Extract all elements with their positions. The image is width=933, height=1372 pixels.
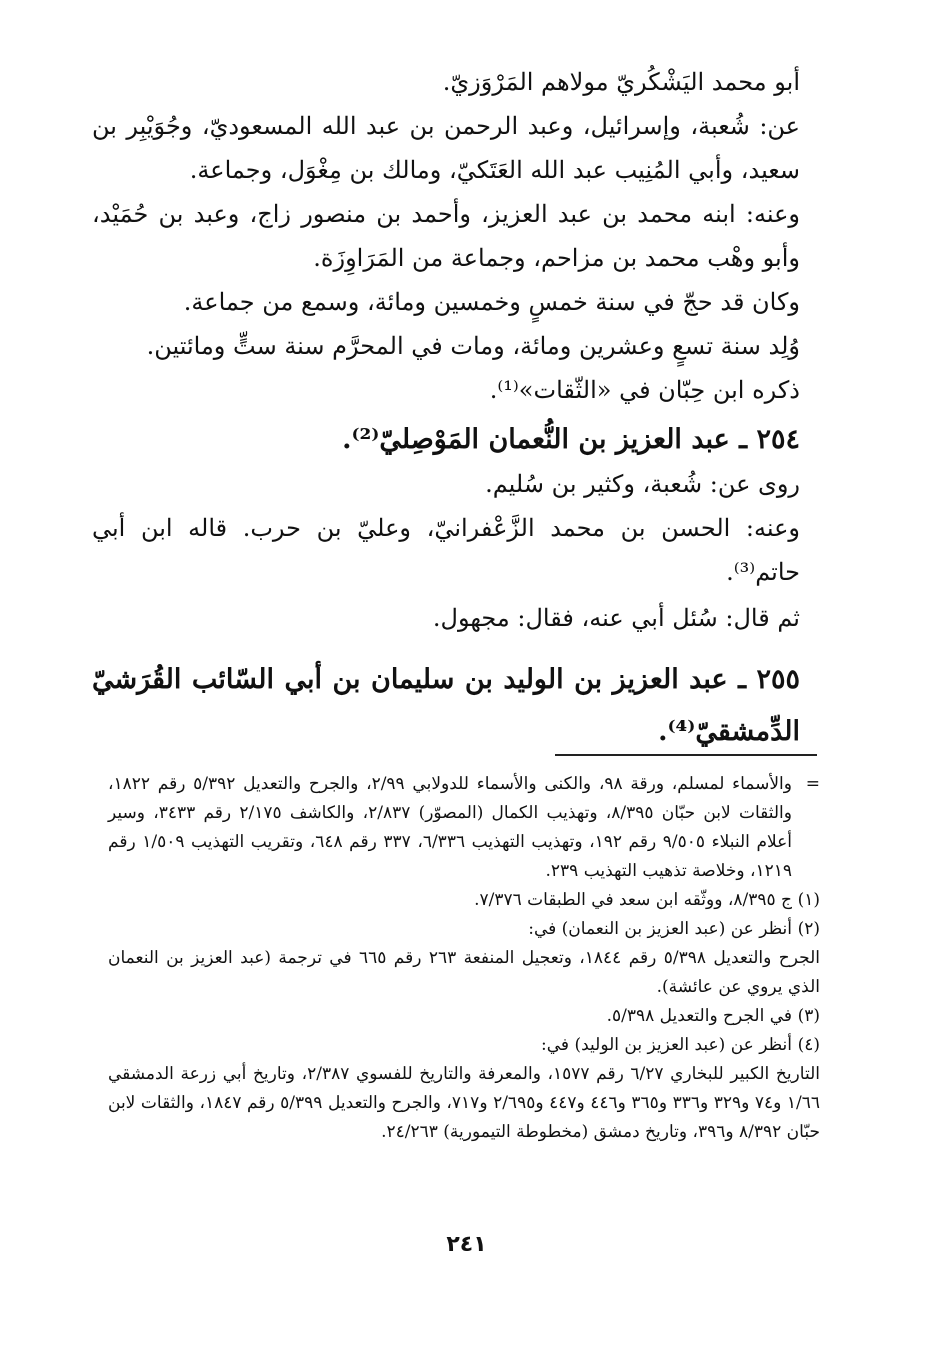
footnote-2-text: أنظر عن (عبد العزيز بن النعمان) في: (528, 919, 792, 939)
continuation-marker: = (805, 774, 820, 794)
footnote-1-text: ج ٨/٣٩٥، ووثّقه ابن سعد في الطبقات ٧/٣٧٦. (474, 890, 792, 910)
entry-254-students: وعنه: الحسن بن محمد الزَّعْفرانيّ، وعليّ بن حرب. قاله ابن أبي حاتم⁽³⁾. (92, 514, 800, 586)
footnote-2-sources: الجرح والتعديل ٥/٣٩٨ رقم ١٨٤٤، وتعجيل المنفعة ٢٦٣ رقم ٦٦٥ في ترجمة (عبد العزيز بن النعمان الذي يروي عن عائشة). (108, 948, 820, 997)
birth-death-paragraph: وُلِد سنة تسعٍ وعشرين ومائة، ومات في المحرَّم سنة ستٍّ ومائتين. (146, 332, 800, 360)
footnote-1 (108, 886, 820, 915)
main-text (92, 60, 832, 758)
footnote-3-text: في الجرح والتعديل ٥/٣٩٨. (606, 1006, 792, 1026)
footnote-3 (108, 1002, 820, 1031)
footnote-3-marker: (٣) (797, 1006, 820, 1026)
teachers-paragraph: عن: شُعبة، وإسرائيل، وعبد الرحمن بن عبد الله المسعوديّ، وجُوَيْبِر بن سعيد، وأبي المُنِيب عبد الله العَتَكيّ، ومالك بن مِغْوَل، وجماعة. (92, 112, 800, 184)
footnote-2 (108, 915, 820, 944)
entry-255-title: ٢٥٥ ـ عبد العزيز بن الوليد بن سليمان بن أبي السّائب القُرَشيّ الدِّمشقيّ⁽⁴⁾. (92, 664, 800, 747)
page-number: ٢٤١ (446, 1232, 487, 1257)
footnote-2-marker: (٢) (797, 919, 820, 939)
footnote-1-marker: (١) (797, 890, 820, 910)
entry-254-narrated-from: روى عن: شُعبة، وكثير بن سُليم. (485, 470, 800, 498)
bio-name-line: أبو محمد اليَشْكُريّ مولاهم المَرْوَزيّ. (442, 68, 800, 96)
footnote-4-sources: التاريخ الكبير للبخاري ٦/٢٧ رقم ١٥٧٧، والمعرفة والتاريخ للفسوي ٢/٣٨٧، وتاريخ أبي زرعة الدمشقي ١/٦٦ و٧٤ و٣٢٩ و٣٣٦ و٣٦٥ و٤٤٦ و٤٤٧ و٢/٦٩٥ و٧١٧، والجرح والتعديل ٥/٣٩٩ رقم ١٨٤٧، والثقات لابن حبّان ٨/٣٩٢ و٣٩٦، وتاريخ دمشق (مخطوطة التيمورية) ٢٤/٢٦٣. (108, 1064, 821, 1142)
students-paragraph: وعنه: ابنه محمد بن عبد العزيز، وأحمد بن منصور زاج، وعبد بن حُمَيْد، وأبو وهْب محمد بن مزاحم، وجماعة من المَرَاوِزَة. (92, 200, 800, 272)
entry-254-verdict: ثم قال: سُئل أبي عنه، فقال: مجهول. (432, 604, 800, 632)
footnote-4 (108, 1031, 820, 1060)
footnote-separator (555, 754, 817, 756)
footnote-4-marker: (٤) (797, 1035, 820, 1055)
entry-254-title: ٢٥٤ ـ عبد العزيز بن النُّعمان المَوْصِليّ⁽²⁾. (342, 424, 800, 455)
thiqat-paragraph: ذكره ابن حِبّان في «الثّقات»⁽¹⁾. (489, 376, 800, 404)
hajj-paragraph: وكان قد حجّ في سنة خمسٍ وخمسين ومائة، وسمع من جماعة. (183, 288, 800, 316)
footnote-4-text: أنظر عن (عبد العزيز بن الوليد) في: (541, 1035, 792, 1055)
footnote-continuation (108, 770, 820, 886)
footnotes (108, 770, 820, 1147)
continuation-text: والأسماء لمسلم، ورقة ٩٨، والكنى والأسماء للدولابي ٢/٩٩، والجرح والتعديل ٥/٣٩٢ رقم ١٨٢٢، والثقات لابن حبّان ٨/٣٩٥، وتهذيب الكمال (المصوّر) ٢/٨٣٧، والكاشف ٢/١٧٥ رقم ٣٤٣٣، وسير أعلام النبلاء ٩/٥٠٥ رقم ١٩٢، وتهذيب التهذيب ٦/٣٣٦، ٣٣٧ رقم ٦٤٨، وتقريب التهذيب ١/٥٠٩ رقم ١٢١٩، وخلاصة تذهيب التهذيب ٢٣٩. (108, 774, 792, 881)
